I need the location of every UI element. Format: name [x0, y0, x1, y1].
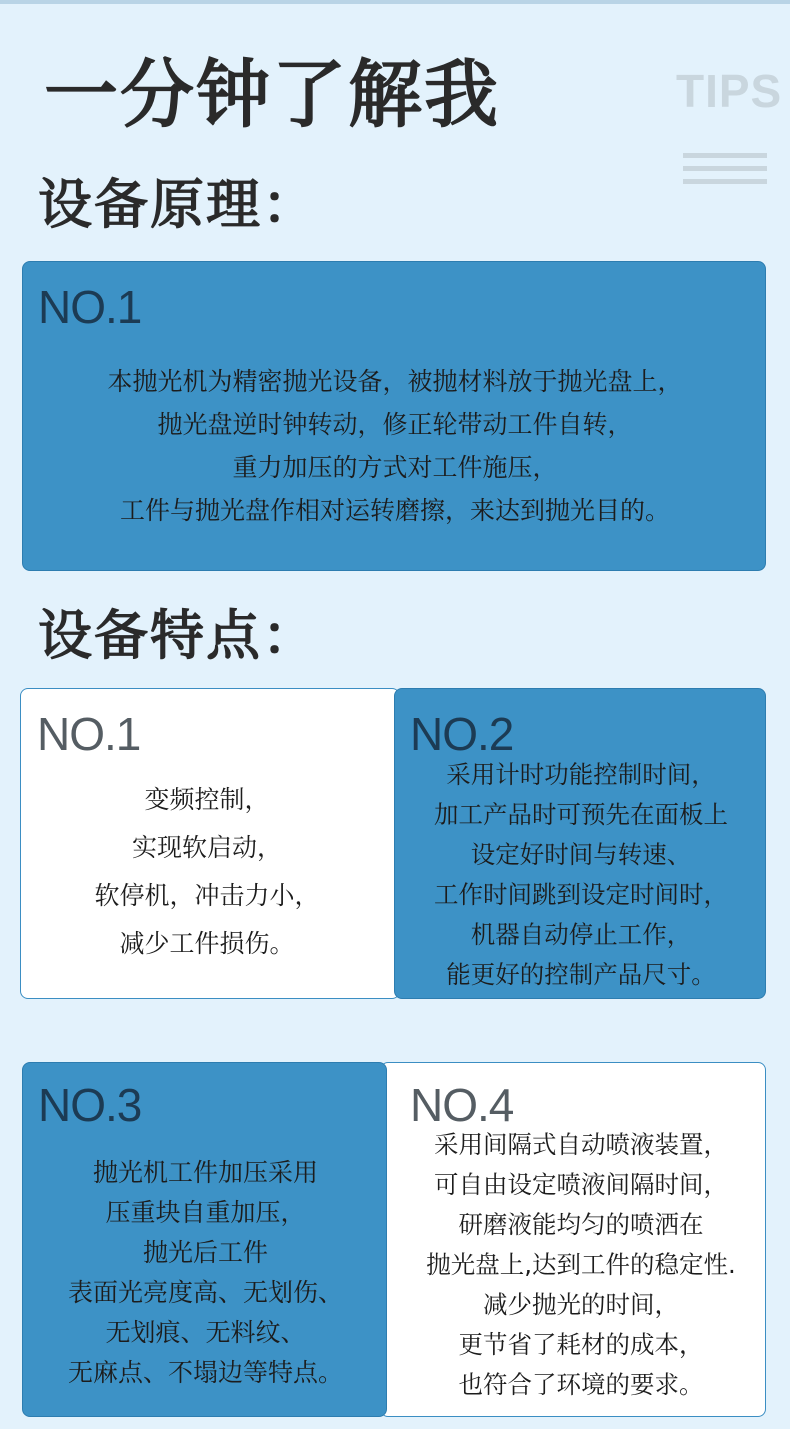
feature-card-4 — [380, 1062, 766, 1417]
feature-3-description — [23, 1153, 388, 1393]
principle-heading: 设备原理： — [38, 173, 318, 236]
feature-2-description — [395, 755, 767, 995]
principle-description — [23, 360, 767, 532]
feature-line: 表面光亮度高、无划伤、 — [67, 1278, 343, 1307]
feature-1-description — [21, 776, 393, 968]
feature-line: 抛光盘上,达到工件的稳定性. — [426, 1250, 736, 1279]
top-border-line — [0, 0, 790, 4]
feature-line: 抛光后工件 — [142, 1238, 268, 1267]
feature-line: 实现软启动， — [131, 833, 282, 862]
feature-line: 无划痕、无料纹、 — [105, 1318, 306, 1347]
feature-line: 设定好时间与转速、 — [470, 840, 692, 869]
tips-label: TIPS — [676, 65, 783, 117]
principle-line: 工件与抛光盘作相对运转磨擦，来达到抛光目的。 — [119, 496, 670, 525]
feature-2-number-label: NO.2 — [410, 708, 514, 760]
feature-line: 变频控制， — [144, 785, 270, 814]
feature-line: 压重块自重加压， — [105, 1198, 306, 1227]
principle-card — [22, 261, 766, 571]
feature-card-3 — [22, 1062, 387, 1417]
feature-line: 采用计时功能控制时间， — [446, 760, 716, 789]
feature-line: 机器自动停止工作， — [470, 920, 692, 949]
feature-line: 更节省了耗材的成本， — [458, 1330, 704, 1359]
feature-4-description — [381, 1125, 781, 1405]
feature-line: 无麻点、不塌边等特点。 — [67, 1358, 343, 1387]
feature-line: 采用间隔式自动喷液装置， — [434, 1130, 728, 1159]
page-title: 一分钟了解我 — [44, 52, 500, 138]
feature-4-number-label: NO.4 — [410, 1079, 514, 1131]
tips-decoration-lines — [683, 153, 767, 192]
principle-line: 抛光盘逆时钟转动，修正轮带动工件自转， — [157, 410, 633, 439]
principle-line: 重力加压的方式对工件施压， — [232, 453, 558, 482]
principle-line: 本抛光机为精密抛光设备，被抛材料放于抛光盘上， — [107, 367, 683, 396]
feature-3-number-label: NO.3 — [38, 1079, 142, 1131]
feature-card-2 — [394, 688, 766, 999]
feature-line: 也符合了环境的要求。 — [458, 1370, 704, 1399]
feature-line: 软停机，冲击力小， — [94, 881, 320, 910]
feature-line: 研磨液能均匀的喷洒在 — [458, 1210, 704, 1239]
feature-1-number-label: NO.1 — [37, 708, 141, 760]
feature-line: 能更好的控制产品尺寸。 — [446, 960, 716, 989]
feature-line: 工作时间跳到设定时间时， — [434, 880, 728, 909]
feature-line: 抛光机工件加压采用 — [92, 1158, 318, 1187]
features-heading: 设备特点： — [38, 604, 318, 667]
feature-line: 减少工件损伤。 — [119, 929, 295, 958]
principle-number-label: NO.1 — [38, 281, 142, 333]
feature-line: 可自由设定喷液间隔时间， — [434, 1170, 728, 1199]
feature-card-1 — [20, 688, 400, 999]
feature-line: 加工产品时可预先在面板上 — [434, 800, 728, 829]
feature-line: 减少抛光的时间， — [483, 1290, 679, 1319]
